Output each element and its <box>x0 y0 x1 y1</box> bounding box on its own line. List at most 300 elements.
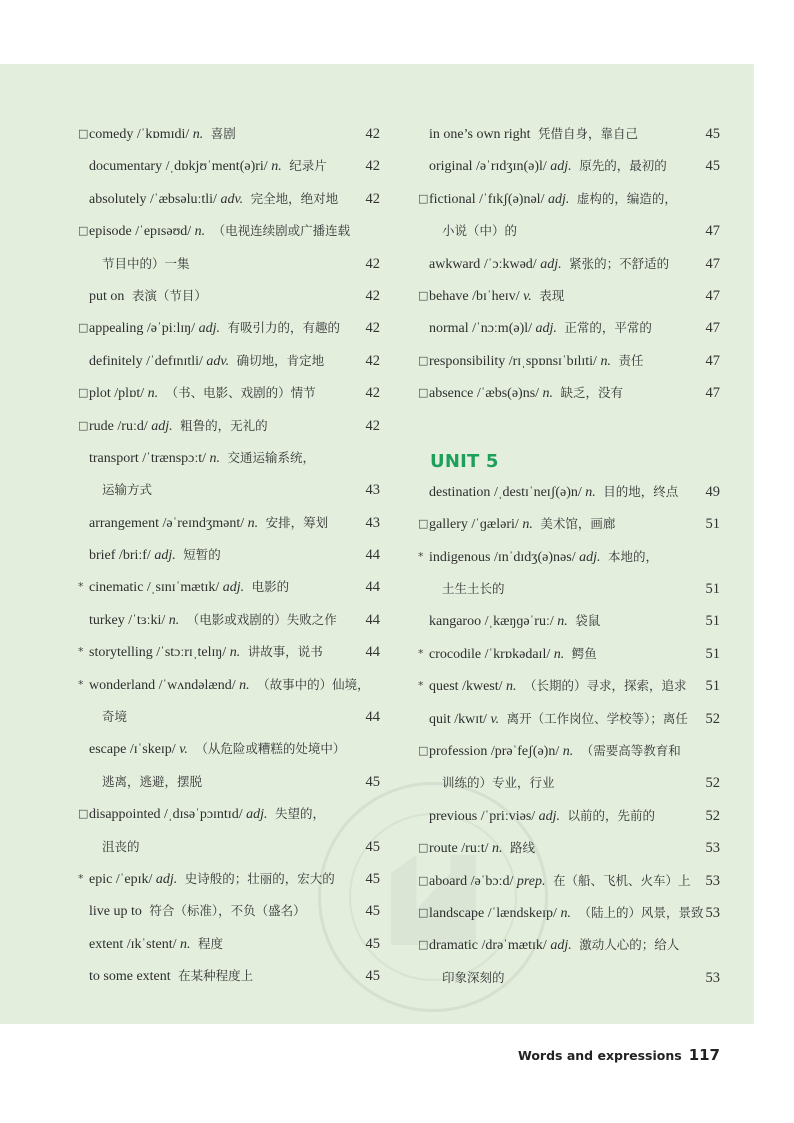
entry-text <box>89 636 323 669</box>
page-reference: 52 <box>705 775 720 792</box>
page-reference: 45 <box>365 968 380 985</box>
part-of-speech: n. <box>506 679 517 695</box>
chinese-definition: （电视连续剧或广播连载 <box>212 223 351 239</box>
word-entry <box>78 507 380 539</box>
entry-text <box>429 605 600 638</box>
phonetic: /rɪˌspɒnsɪˈbɪlɪti/ <box>508 353 597 369</box>
phonetic: /ˌdestɪˈneɪʃ(ə)n/ <box>493 484 582 500</box>
headword: cinematic <box>89 580 144 596</box>
page-reference: 45 <box>705 126 720 142</box>
entry-text <box>102 248 190 281</box>
entry-text <box>89 150 327 183</box>
chinese-definition: （书、电影、戏剧的）情节 <box>165 385 316 401</box>
word-entry <box>418 377 720 409</box>
headword: destination <box>429 484 491 500</box>
page-number: 117 <box>688 1046 720 1064</box>
phonetic: /drəˈmætɪk/ <box>481 938 547 954</box>
entry-text <box>89 345 324 378</box>
entry-text <box>429 897 703 930</box>
phonetic: /ˈepɪk/ <box>115 871 153 887</box>
headword: original <box>429 159 473 175</box>
headword: absolutely <box>89 191 147 207</box>
extended-word-star-icon: * <box>78 871 84 885</box>
chinese-definition: 原先的，最初的 <box>579 158 667 174</box>
entry-text <box>429 541 658 574</box>
chinese-definition: 在某种程度上 <box>178 968 254 984</box>
word-entry <box>418 929 720 961</box>
core-word-box-icon: □ <box>78 224 89 238</box>
chinese-definition: 运输方式 <box>102 482 153 498</box>
part-of-speech: adj. <box>246 807 268 823</box>
entry-continuation <box>78 474 380 506</box>
entry-continuation <box>78 701 380 733</box>
word-entry <box>418 345 720 377</box>
entry-text <box>429 248 669 281</box>
headword: plot <box>89 386 111 402</box>
headword: disappointed <box>89 807 161 823</box>
word-entry <box>78 183 380 215</box>
page-reference: 42 <box>365 190 380 207</box>
word-entry <box>78 312 380 344</box>
core-word-box-icon: □ <box>78 127 89 140</box>
entry-text <box>429 118 638 151</box>
page-reference: 47 <box>705 255 720 272</box>
chinese-definition: 符合（标准），不负（盛名） <box>149 903 306 919</box>
word-entry <box>418 541 720 573</box>
part-of-speech: n. <box>560 905 571 921</box>
headword: to some extent <box>89 969 171 985</box>
chinese-definition: 离开（工作岗位、学校等）；离任 <box>506 710 688 726</box>
entry-text <box>89 215 350 248</box>
headword: rude <box>89 418 114 434</box>
chinese-definition: 路线 <box>510 840 536 856</box>
page-reference: 45 <box>365 773 380 790</box>
word-entry <box>418 312 720 344</box>
part-of-speech: n. <box>239 677 250 693</box>
chinese-definition: （陆上的）风景，景致 <box>578 904 704 920</box>
entry-text <box>89 507 328 540</box>
part-of-speech: n. <box>542 386 554 402</box>
phonetic: /ˈpriːviəs/ <box>480 808 536 824</box>
chinese-definition: 奇境 <box>102 709 128 725</box>
word-entry <box>418 897 720 929</box>
part-of-speech: prep. <box>516 873 546 889</box>
footer-section-title: Words and expressions <box>518 1048 682 1063</box>
entry-text <box>89 312 340 345</box>
core-word-box-icon: □ <box>418 873 429 887</box>
chinese-definition: （电影或戏剧的）失败之作 <box>186 611 337 627</box>
headword: appealing <box>89 321 144 337</box>
entry-continuation <box>418 767 720 799</box>
entry-text <box>89 118 236 151</box>
entry-text <box>89 539 221 572</box>
core-word-box-icon: □ <box>418 353 429 367</box>
phonetic: /ɪkˈstent/ <box>126 936 177 952</box>
page-reference: 52 <box>705 710 720 727</box>
phonetic: /əˈreɪndʒmənt/ <box>162 515 245 531</box>
part-of-speech: n. <box>209 450 221 466</box>
phonetic: /əˈrɪdʒɪn(ə)l/ <box>476 159 547 175</box>
entry-text <box>429 280 564 313</box>
word-entry <box>78 571 380 603</box>
page-reference: 44 <box>365 611 380 628</box>
headword: extent <box>89 936 124 952</box>
phonetic: /ˌkæŋɡəˈruː/ <box>484 614 554 630</box>
word-entry <box>78 960 380 992</box>
word-entry <box>78 895 380 927</box>
part-of-speech: adj. <box>155 871 178 887</box>
page-reference: 51 <box>705 645 720 662</box>
headword: gallery <box>429 517 468 533</box>
page-reference: 51 <box>705 678 720 695</box>
chinese-definition: 沮丧的 <box>102 838 140 854</box>
page-reference: 42 <box>365 287 380 304</box>
entry-text <box>429 638 597 671</box>
unit4-continued-list <box>418 118 720 410</box>
headword: comedy <box>89 127 134 142</box>
word-entry <box>78 669 380 701</box>
headword: arrangement <box>89 515 159 531</box>
entry-text <box>89 928 223 961</box>
part-of-speech: n. <box>192 127 204 142</box>
entry-text <box>89 863 335 896</box>
phonetic: /ˈɡæləri/ <box>471 517 519 533</box>
right-word-column <box>418 118 720 994</box>
chinese-definition: （从危险或糟糕的处境中） <box>195 741 346 757</box>
word-entry <box>418 605 720 637</box>
word-entry <box>78 863 380 895</box>
part-of-speech: adj. <box>540 256 562 272</box>
part-of-speech: v. <box>179 742 188 758</box>
headword: fictional <box>429 191 476 207</box>
part-of-speech: adj. <box>198 321 220 337</box>
chinese-definition: 粗鲁的，无礼的 <box>180 417 268 433</box>
word-entry <box>418 508 720 540</box>
page-reference: 45 <box>365 870 380 887</box>
entry-text <box>89 960 253 993</box>
headword: quest <box>429 679 459 695</box>
page-reference: 42 <box>365 320 380 337</box>
headword: landscape <box>429 905 485 921</box>
chinese-definition: 逃离，逃避，摆脱 <box>102 773 203 789</box>
part-of-speech: adv. <box>206 353 230 369</box>
phonetic: /plɒt/ <box>114 386 145 402</box>
phonetic: /ˈkɒmɪdi/ <box>136 127 190 142</box>
chinese-definition: 正常的，平常的 <box>564 320 652 336</box>
chinese-definition: 讲故事，说书 <box>247 644 323 660</box>
word-entry <box>78 539 380 571</box>
chinese-definition: 本地的， <box>607 548 658 564</box>
headword: epic <box>89 871 113 887</box>
entry-text <box>89 183 338 216</box>
core-word-box-icon: □ <box>418 841 429 855</box>
entry-continuation <box>418 962 720 994</box>
page-reference: 47 <box>705 287 720 304</box>
entry-text <box>89 895 306 928</box>
word-entry <box>418 150 720 182</box>
word-entry <box>78 928 380 960</box>
phonetic: /ˈtrænspɔːt/ <box>142 450 207 466</box>
chinese-definition: 以前的，先前的 <box>567 807 656 823</box>
word-entry <box>418 638 720 670</box>
phonetic: /bɪˈheɪv/ <box>472 288 520 304</box>
page-reference: 44 <box>365 709 380 726</box>
chinese-definition: 纪录片 <box>289 158 327 174</box>
chinese-definition: 失望的， <box>274 806 325 822</box>
unit5-word-list <box>418 476 720 994</box>
extended-word-star-icon: * <box>418 679 424 693</box>
headword: wonderland <box>89 677 156 693</box>
page-reference: 47 <box>705 223 720 240</box>
entry-text <box>89 733 345 766</box>
chinese-definition: 虚构的，编造的， <box>576 190 677 206</box>
part-of-speech: adj. <box>154 548 176 564</box>
chinese-definition: 袋鼠 <box>575 613 601 629</box>
entry-text <box>89 669 370 702</box>
page-reference: 47 <box>705 352 720 369</box>
core-word-box-icon: □ <box>418 517 429 531</box>
headword: profession <box>429 744 488 760</box>
page-reference: 42 <box>365 417 380 434</box>
entry-text <box>429 345 643 378</box>
entry-text <box>102 831 140 864</box>
chinese-definition: 训练的）专业，行业 <box>442 775 555 791</box>
headword: behave <box>429 288 469 304</box>
chinese-definition: 责任 <box>618 352 644 368</box>
word-entry <box>418 735 720 767</box>
entry-text <box>89 280 207 313</box>
part-of-speech: n. <box>522 517 533 533</box>
part-of-speech: n. <box>168 612 180 628</box>
page-reference: 52 <box>705 807 720 824</box>
entry-text <box>429 150 667 183</box>
entry-text <box>89 604 337 637</box>
part-of-speech: n. <box>585 484 596 500</box>
headword: in one’s own right <box>429 127 531 142</box>
phonetic: /əˈpiːlɪŋ/ <box>146 321 196 337</box>
entry-text <box>429 865 691 898</box>
chinese-definition: 节目中的）一集 <box>102 255 190 271</box>
part-of-speech: v. <box>490 711 500 727</box>
headword: dramatic <box>429 938 478 954</box>
part-of-speech: n. <box>180 936 191 952</box>
page-reference: 45 <box>365 935 380 952</box>
word-entry <box>418 800 720 832</box>
page-footer <box>518 1046 720 1066</box>
part-of-speech: n. <box>600 353 611 369</box>
page-reference: 44 <box>365 547 380 564</box>
phonetic: /ˌsɪnɪˈmætɪk/ <box>146 580 220 596</box>
headword: responsibility <box>429 353 506 369</box>
entry-text <box>429 476 678 509</box>
chinese-definition: 印象深刻的 <box>442 969 505 985</box>
page-reference: 42 <box>365 126 380 142</box>
page-reference: 47 <box>705 385 720 402</box>
phonetic: /kwest/ <box>462 679 503 695</box>
entry-text <box>429 183 677 216</box>
headword: live up to <box>89 904 142 920</box>
chinese-definition: 在（船、飞机、火车）上 <box>553 872 691 888</box>
entry-continuation <box>78 766 380 798</box>
page-reference: 42 <box>365 352 380 369</box>
phonetic: /ˌdɒkjʊˈment(ə)ri/ <box>165 159 268 175</box>
part-of-speech: adj. <box>222 580 245 596</box>
chinese-definition: 交通运输系统， <box>227 449 316 465</box>
phonetic: /əˈbɔːd/ <box>470 873 514 889</box>
phonetic: /ruːd/ <box>117 418 148 434</box>
core-word-box-icon: □ <box>418 191 429 205</box>
word-entry <box>418 832 720 864</box>
chinese-definition: 完全地，绝对地 <box>250 190 339 206</box>
chinese-definition: 紧张的；不舒适的 <box>569 255 670 271</box>
headword: episode <box>89 224 132 240</box>
part-of-speech: n. <box>147 386 159 402</box>
headword: transport <box>89 450 139 466</box>
chinese-definition: 电影的 <box>251 579 290 595</box>
chinese-definition: 表演（节目） <box>131 287 207 303</box>
extended-word-star-icon: * <box>78 645 84 659</box>
word-entry <box>78 442 380 474</box>
headword: route <box>429 841 458 857</box>
page-reference: 51 <box>705 516 720 533</box>
part-of-speech: n. <box>247 515 259 531</box>
entry-text <box>89 410 268 443</box>
entry-continuation <box>418 573 720 605</box>
left-word-column <box>78 118 380 993</box>
chinese-definition: 有吸引力的，有趣的 <box>227 320 340 336</box>
word-entry <box>418 248 720 280</box>
word-entry <box>78 118 380 150</box>
core-word-box-icon: □ <box>418 744 429 758</box>
phonetic: /ˈtɜːki/ <box>128 612 166 628</box>
page-reference: 42 <box>365 158 380 175</box>
headword: storytelling <box>89 645 153 661</box>
page-reference: 45 <box>705 158 720 175</box>
phonetic: /ˈdefɪnɪtli/ <box>146 353 203 369</box>
page-reference: 53 <box>705 840 720 857</box>
word-entry <box>418 183 720 215</box>
word-entry <box>78 280 380 312</box>
chinese-definition: 安排，筹划 <box>265 514 329 530</box>
word-entry <box>418 280 720 312</box>
part-of-speech: adj. <box>579 549 601 565</box>
part-of-speech: adj. <box>547 191 570 207</box>
chinese-definition: 程度 <box>198 935 224 951</box>
entry-text <box>102 766 202 799</box>
chinese-definition: （需要高等教育和 <box>580 743 681 759</box>
core-word-box-icon: □ <box>78 418 89 432</box>
chinese-definition: 史诗般的；壮丽的，宏大的 <box>184 870 335 886</box>
phonetic: /ˈɔːkwəd/ <box>483 256 537 272</box>
phonetic: /ˈwʌndəlænd/ <box>158 677 236 693</box>
entry-continuation <box>78 831 380 863</box>
part-of-speech: adv. <box>220 191 244 207</box>
page-reference: 51 <box>705 613 720 630</box>
core-word-box-icon: □ <box>78 807 89 821</box>
headword: quit <box>429 711 451 727</box>
chinese-definition: 美术馆，画廊 <box>540 516 616 532</box>
part-of-speech: adj. <box>535 321 557 337</box>
phonetic: /ɪnˈdɪdʒ(ə)nəs/ <box>493 549 576 565</box>
word-entry <box>78 150 380 182</box>
word-entry <box>418 670 720 702</box>
headword: escape <box>89 742 127 758</box>
part-of-speech: n. <box>492 841 503 857</box>
phonetic: /ˈepɪsəʊd/ <box>135 224 192 240</box>
headword: indigenous <box>429 549 491 565</box>
chinese-definition: （长期的）寻求，探索，追求 <box>524 678 687 694</box>
entry-text <box>429 312 652 345</box>
phonetic: /ˈæbsəluːtli/ <box>150 191 217 207</box>
page-reference: 49 <box>705 483 720 500</box>
entry-text <box>429 703 688 736</box>
entry-text <box>429 670 687 703</box>
chinese-definition: 激动人心的；给人 <box>579 937 680 953</box>
entry-text <box>442 215 517 248</box>
phonetic: /ɪˈskeɪp/ <box>129 742 176 758</box>
part-of-speech: adj. <box>550 159 572 175</box>
chinese-definition: （故事中的）仙境， <box>257 676 370 692</box>
page-reference: 53 <box>705 904 720 921</box>
word-entry <box>78 377 380 409</box>
page-reference: 53 <box>705 969 720 986</box>
chinese-definition: 土生土长的 <box>442 581 505 597</box>
extended-word-star-icon: * <box>418 549 424 563</box>
word-entry <box>78 798 380 830</box>
page-reference: 47 <box>705 320 720 337</box>
entry-text <box>429 832 535 865</box>
page-reference: 42 <box>365 255 380 272</box>
phonetic: /ˌdɪsəˈpɔɪntɪd/ <box>164 807 243 823</box>
part-of-speech: n. <box>229 645 241 661</box>
entry-text <box>442 767 555 800</box>
page-reference: 45 <box>365 838 380 855</box>
part-of-speech: n. <box>557 614 568 630</box>
extended-word-star-icon: * <box>78 580 84 594</box>
entry-text <box>89 798 325 831</box>
entry-continuation <box>78 248 380 280</box>
part-of-speech: adj. <box>538 808 561 824</box>
entry-text <box>429 800 655 833</box>
chinese-definition: 缺乏，没有 <box>560 385 624 401</box>
word-entry <box>78 345 380 377</box>
core-word-box-icon: □ <box>418 905 429 919</box>
extended-word-star-icon: * <box>418 646 424 660</box>
headword: awkward <box>429 256 481 272</box>
part-of-speech: adj. <box>550 938 572 954</box>
phonetic: /kwɪt/ <box>454 711 487 727</box>
word-entry <box>78 410 380 442</box>
phonetic: /ˈstɔːrɪˌtelɪŋ/ <box>156 645 227 661</box>
headword: documentary <box>89 159 163 175</box>
headword: aboard <box>429 873 468 889</box>
phonetic: /ˈlændskeɪp/ <box>487 905 557 921</box>
page-reference: 43 <box>365 514 380 531</box>
headword: normal <box>429 321 469 337</box>
part-of-speech: n. <box>562 744 574 760</box>
headword: definitely <box>89 353 143 369</box>
phonetic: /briːf/ <box>118 548 151 564</box>
chinese-definition: 鳄鱼 <box>571 645 597 661</box>
entry-text <box>102 701 127 734</box>
core-word-box-icon: □ <box>78 386 89 400</box>
core-word-box-icon: □ <box>418 938 429 952</box>
headword: turkey <box>89 612 125 628</box>
chinese-definition: 目的地，终点 <box>603 483 679 499</box>
core-word-box-icon: □ <box>418 288 429 302</box>
chinese-definition: 凭借自身，靠自己 <box>538 126 639 141</box>
chinese-definition: 短暂的 <box>183 547 221 563</box>
